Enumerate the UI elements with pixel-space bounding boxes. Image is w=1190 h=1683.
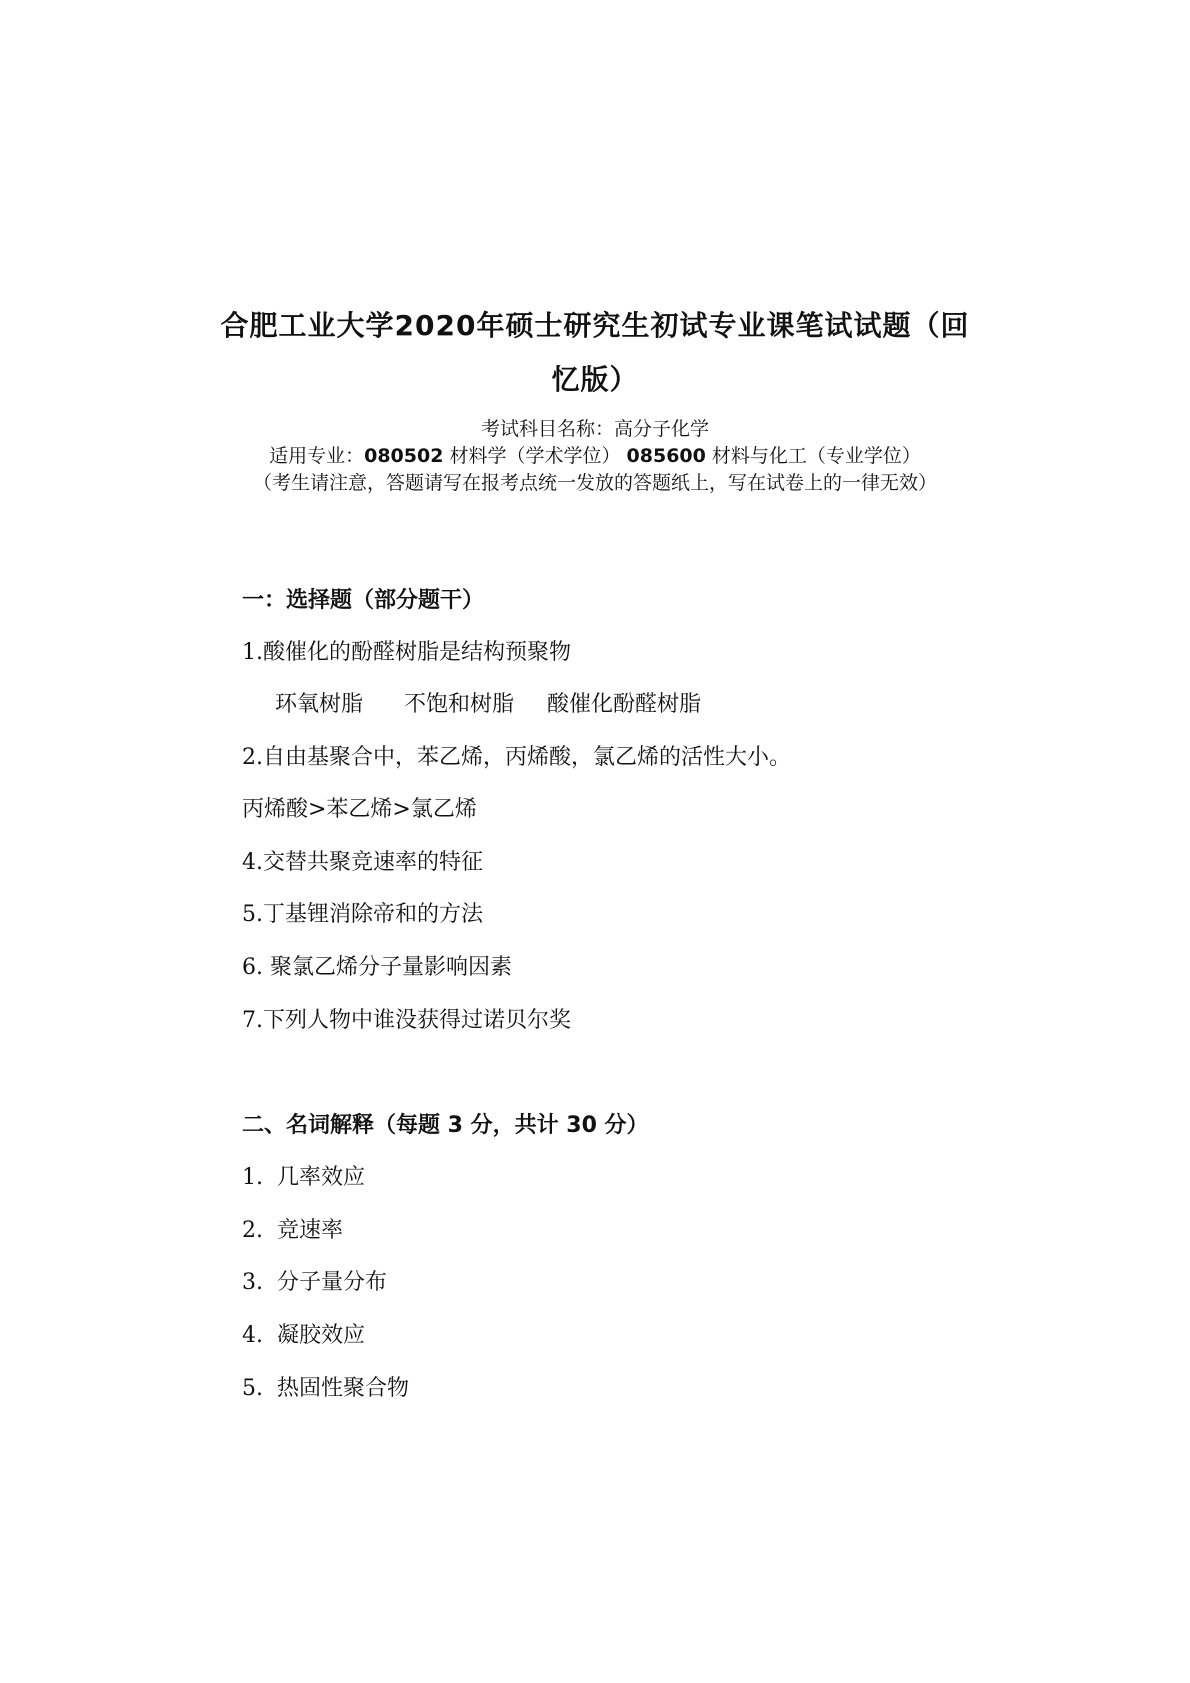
section1-heading: 一：选择题（部分题干） bbox=[242, 588, 485, 613]
exam-title-line1: 合肥工业大学2020年硕士研究生初试专业课笔试试题（回 bbox=[220, 309, 970, 342]
term-item: 2. 竞速率 bbox=[242, 1218, 343, 1243]
question-1-option: 环氧树脂 bbox=[275, 692, 364, 717]
section2-heading: 二、名词解释（每题 3 分，共计 30 分） bbox=[242, 1113, 649, 1138]
question-1-option: 酸催化酚醛树脂 bbox=[547, 692, 702, 717]
term-item: 4. 凝胶效应 bbox=[242, 1323, 365, 1348]
question-4: 4.交替共聚竞速率的特征 bbox=[242, 850, 483, 875]
question-2: 2.自由基聚合中，苯乙烯，丙烯酸，氯乙烯的活性大小。 bbox=[242, 745, 791, 770]
major-name-1: 材料学（学术学位） bbox=[443, 445, 627, 467]
major-prefix: 适用专业： bbox=[269, 445, 365, 467]
term-item: 3. 分子量分布 bbox=[242, 1270, 387, 1295]
exam-title-line2: 忆版） bbox=[551, 363, 639, 396]
major-line bbox=[0, 441, 1190, 468]
question-5: 5.丁基锂消除帝和的方法 bbox=[242, 902, 483, 927]
question-1: 1.酸催化的酚醛树脂是结构预聚物 bbox=[242, 640, 571, 665]
major-code-1: 080502 bbox=[364, 445, 444, 467]
question-1-option: 不饱和树脂 bbox=[404, 692, 515, 717]
question-2-answer: 丙烯酸>苯乙烯>氯乙烯 bbox=[242, 797, 477, 822]
exam-notice: （考生请注意，答题请写在报考点统一发放的答题纸上，写在试卷上的一律无效） bbox=[252, 472, 937, 494]
major-code-2: 085600 bbox=[626, 445, 706, 467]
question-7: 7.下列人物中谁没获得过诺贝尔奖 bbox=[242, 1008, 571, 1033]
term-item: 1. 几率效应 bbox=[242, 1165, 365, 1190]
subject-line: 考试科目名称：高分子化学 bbox=[480, 418, 709, 440]
major-name-2: 材料与化工（专业学位） bbox=[705, 445, 921, 467]
question-6: 6. 聚氯乙烯分子量影响因素 bbox=[242, 955, 512, 980]
term-item: 5. 热固性聚合物 bbox=[242, 1376, 409, 1401]
